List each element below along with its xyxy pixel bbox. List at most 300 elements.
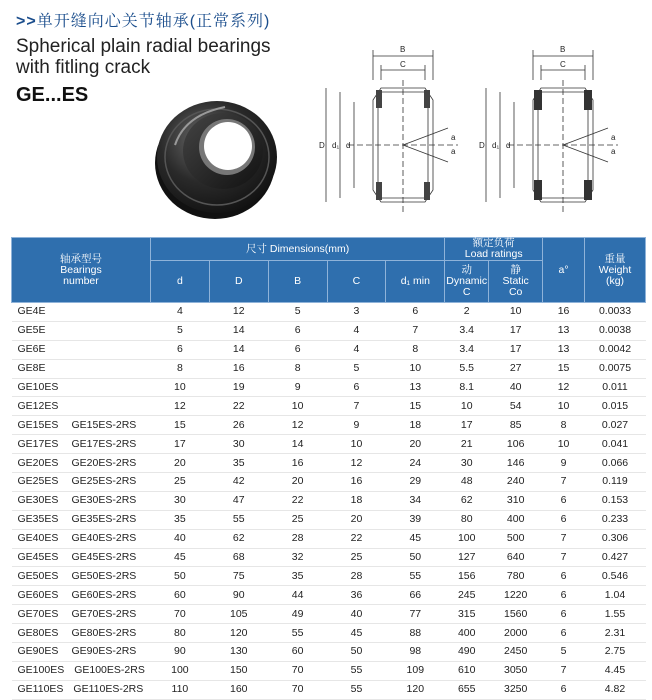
cell-d1: 55 (409, 569, 422, 582)
cell-c: 3.4 (459, 324, 475, 337)
cell-a: 7 (560, 475, 567, 488)
cell-model (12, 435, 151, 454)
cell-co: 2450 (503, 645, 528, 658)
table-row (12, 359, 646, 378)
header-dimensions: 尺寸 Dimensions(mm) (150, 238, 444, 261)
cell-a: 15 (557, 362, 570, 375)
model-number: GE8E (17, 362, 46, 375)
model-number: GE30ES (17, 494, 59, 507)
cell-co: 40 (509, 381, 522, 393)
cell-c: 610 (457, 664, 476, 677)
cell-b: 70 (291, 683, 304, 696)
cell-b: 8 (294, 362, 301, 375)
table-row (12, 303, 646, 322)
cell-c: 12 (350, 456, 363, 469)
model-number: GE40ES (17, 532, 59, 545)
cell-c: 4 (353, 343, 360, 356)
cell-co: 17 (509, 324, 522, 337)
model-number-2rs: GE70ES-2RS (71, 607, 137, 620)
label-b: B (560, 45, 566, 54)
cell-w: 0.306 (601, 532, 629, 545)
cell-d: 30 (232, 437, 245, 450)
label-d1: d₁ (332, 141, 340, 150)
cell-d1: 18 (409, 418, 422, 431)
cell-a: 10 (557, 437, 570, 450)
label-big-d: D (319, 141, 325, 150)
header-weight: 重量 Weight (kg) (585, 238, 646, 303)
cell-d: 100 (171, 664, 189, 677)
cell-b: 44 (291, 588, 304, 601)
cell-c: 17 (460, 418, 473, 431)
cell-a: 13 (557, 343, 570, 356)
model-number: GE50ES (17, 569, 59, 582)
model-number: GE6E (17, 343, 46, 356)
cell-d: 25 (174, 475, 186, 488)
cross-section-drawing-ges-2rs (478, 40, 628, 220)
table-row (12, 340, 646, 359)
cell-b: 20 (291, 475, 304, 488)
cell-w: 0.0075 (598, 362, 632, 375)
cell-co: 500 (506, 532, 525, 545)
table-row (12, 529, 646, 548)
cell-c: 25 (350, 551, 363, 564)
model-number: GE25ES (17, 475, 59, 488)
label-c: C (400, 60, 406, 69)
cell-model (12, 454, 151, 473)
cell-c: 20 (350, 513, 363, 526)
cell-w: 0.066 (601, 456, 629, 469)
cell-d: 60 (174, 588, 186, 601)
model-number-2rs: GE17ES-2RS (71, 437, 137, 450)
cell-a: 6 (560, 588, 567, 601)
bearing-photo (145, 85, 285, 225)
cell-d1: 7 (412, 324, 419, 337)
cell-c: 100 (457, 532, 476, 545)
label-a-bottom: a (451, 147, 456, 156)
cell-b: 60 (291, 645, 304, 658)
cell-c: 245 (457, 588, 476, 601)
cell-d1: 6 (412, 305, 419, 318)
cell-b: 9 (294, 381, 301, 393)
header-static: 静 Static Co (489, 261, 543, 303)
cell-w: 4.82 (604, 683, 626, 696)
cell-c: 40 (350, 607, 363, 620)
table-row (12, 567, 646, 586)
table-row (12, 321, 646, 340)
table-body (12, 303, 646, 700)
cell-co: 106 (506, 437, 525, 450)
chinese-title (16, 8, 270, 31)
cell-c: 22 (350, 532, 363, 545)
cell-d1: 34 (409, 494, 422, 507)
cell-d: 10 (174, 381, 186, 393)
cell-d: 19 (232, 381, 245, 393)
cell-c: 21 (460, 437, 473, 450)
cell-c: 55 (350, 664, 363, 677)
cell-a: 6 (560, 626, 567, 639)
english-title-line2: with fitling crack (16, 57, 151, 78)
cell-c: 127 (457, 551, 476, 564)
label-d: d (506, 141, 511, 150)
cell-c: 62 (460, 494, 473, 507)
cell-w: 0.041 (601, 437, 629, 450)
cell-c: 45 (350, 626, 363, 639)
cell-w: 1.55 (604, 607, 626, 620)
model-number: GE80ES (17, 626, 59, 639)
table-row (12, 624, 646, 643)
table-row (12, 661, 646, 680)
table-row (12, 435, 646, 454)
cell-c: 156 (457, 569, 476, 582)
model-number: GE10ES (17, 381, 59, 393)
cell-d1: 8 (412, 343, 419, 356)
cell-co: 640 (506, 551, 525, 564)
model-number: GE4E (17, 305, 46, 318)
cell-d: 70 (174, 607, 186, 620)
cell-c: 655 (457, 683, 476, 696)
cell-w: 0.027 (601, 418, 629, 431)
cell-w: 0.427 (601, 551, 629, 564)
cell-d: 16 (232, 362, 245, 375)
cell-co: 27 (509, 362, 522, 375)
model-number: GE90ES (17, 645, 59, 658)
header-dynamic: 动 Dynamic C (445, 261, 489, 303)
cell-d1: 120 (406, 683, 425, 696)
cell-w: 2.75 (604, 645, 626, 658)
cell-c: 55 (350, 683, 363, 696)
cell-b: 55 (291, 626, 304, 639)
cell-a: 6 (560, 569, 567, 582)
cell-model (12, 491, 151, 510)
cell-c: 5 (353, 362, 360, 375)
table-row (12, 491, 646, 510)
model-number-2rs: GE100ES-2RS (74, 664, 145, 677)
model-number-2rs: GE30ES-2RS (71, 494, 137, 507)
cell-b: 6 (294, 343, 301, 356)
cell-d: 160 (229, 683, 248, 696)
cell-d: 17 (174, 437, 186, 450)
cell-co: 3050 (503, 664, 528, 677)
cell-d: 26 (232, 418, 245, 431)
cell-w: 0.0033 (598, 305, 632, 318)
cell-c: 10 (350, 437, 363, 450)
table-row (12, 605, 646, 624)
cell-w: 0.119 (602, 475, 628, 488)
cell-b: 5 (294, 305, 301, 318)
cell-model (12, 529, 151, 548)
cell-d1: 39 (409, 513, 422, 526)
cell-d: 35 (174, 513, 186, 526)
cell-model (12, 340, 151, 359)
cell-c: 9 (353, 418, 360, 431)
cell-c: 3.4 (459, 343, 475, 356)
cell-b: 35 (291, 569, 304, 582)
cell-co: 1560 (503, 607, 528, 620)
cell-d: 90 (232, 588, 245, 601)
model-number: GE60ES (17, 588, 59, 601)
cell-d: 105 (229, 607, 248, 620)
cell-c: 50 (350, 645, 363, 658)
model-number-2rs: GE110ES-2RS (73, 683, 144, 696)
cell-d: 47 (232, 494, 245, 507)
cell-co: 17 (509, 343, 522, 356)
model-number-2rs: GE45ES-2RS (71, 551, 137, 564)
cell-d1: 50 (409, 551, 422, 564)
english-title (16, 36, 271, 78)
cell-d: 110 (171, 683, 189, 696)
cell-model (12, 321, 151, 340)
cell-c: 6 (353, 381, 360, 393)
header-c: C (327, 261, 386, 303)
cell-w: 1.04 (604, 588, 626, 601)
model-number: GE35ES (17, 513, 59, 526)
model-number-2rs: GE25ES-2RS (71, 475, 137, 488)
cell-b: 49 (291, 607, 304, 620)
cell-a: 5 (560, 645, 567, 658)
cell-b: 32 (291, 551, 304, 564)
cell-model (12, 359, 151, 378)
cell-d1: 77 (409, 607, 422, 620)
cell-model (12, 473, 151, 492)
cell-w: 0.233 (601, 513, 629, 526)
cell-c: 315 (457, 607, 476, 620)
cell-model (12, 548, 151, 567)
model-number-2rs: GE50ES-2RS (71, 569, 137, 582)
chinese-title-text: 单开缝向心关节轴承(正常系列) (36, 13, 271, 30)
cell-b: 10 (291, 399, 304, 412)
cell-a: 6 (560, 494, 567, 507)
cell-b: 14 (291, 437, 304, 450)
table-row (12, 510, 646, 529)
header-b: B (268, 261, 327, 303)
cell-b: 25 (291, 513, 304, 526)
cell-a: 16 (557, 305, 570, 318)
cell-a: 10 (557, 399, 570, 412)
cell-d: 8 (176, 362, 183, 375)
header-model: 轴承型号 Bearings number (12, 238, 151, 303)
cell-d1: 66 (409, 588, 422, 601)
cell-b: 70 (291, 664, 304, 677)
label-b: B (400, 45, 406, 54)
label-d1: d₁ (492, 141, 500, 150)
cell-co: 400 (506, 513, 525, 526)
cell-d: 40 (174, 532, 186, 545)
bearing-spec-table (11, 237, 646, 700)
cell-d: 22 (232, 399, 245, 412)
header-big-d: D (209, 261, 268, 303)
cell-w: 4.45 (604, 664, 626, 677)
cell-d: 5 (176, 324, 183, 337)
cell-d: 55 (232, 513, 245, 526)
cell-co: 780 (506, 569, 525, 582)
cell-d1: 98 (409, 645, 422, 658)
cell-c: 3 (353, 305, 360, 318)
label-c: C (560, 60, 566, 69)
cell-co: 310 (506, 494, 525, 507)
cell-d: 42 (232, 475, 245, 488)
cell-co: 3250 (503, 683, 528, 696)
cell-d: 90 (174, 645, 186, 658)
table-row (12, 586, 646, 605)
cell-b: 28 (291, 532, 304, 545)
model-number: GE100ES (17, 664, 65, 677)
cross-section-drawing-ges (318, 40, 468, 220)
cell-co: 240 (506, 475, 525, 488)
cell-d: 120 (229, 626, 248, 639)
cell-a: 7 (560, 532, 567, 545)
cell-co: 2000 (503, 626, 528, 639)
cell-a: 6 (560, 683, 567, 696)
label-big-d: D (479, 141, 485, 150)
model-number-2rs: GE90ES-2RS (71, 645, 137, 658)
model-number-2rs: GE20ES-2RS (71, 456, 137, 469)
header-load-ratings: 额定负荷 Load ratings (445, 238, 543, 261)
model-number: GE45ES (17, 551, 59, 564)
cell-d: 14 (232, 324, 245, 337)
model-number: GE70ES (17, 607, 59, 620)
cell-w: 0.0042 (598, 343, 632, 356)
cell-d: 15 (174, 418, 186, 431)
cell-d: 80 (174, 626, 186, 639)
cell-d1: 20 (409, 437, 422, 450)
cell-d1: 45 (409, 532, 422, 545)
cell-c: 4 (353, 324, 360, 337)
table-row (12, 416, 646, 435)
cell-model (12, 416, 151, 435)
cell-model (12, 605, 151, 624)
cell-d: 4 (176, 305, 183, 318)
series-title: GE...ES (16, 84, 89, 106)
cell-d: 45 (174, 551, 186, 564)
model-number: GE110ES (17, 683, 64, 696)
label-d: d (346, 141, 351, 150)
cell-co: 1220 (503, 588, 528, 601)
model-number: GE15ES (17, 418, 59, 431)
cell-co: 10 (509, 305, 522, 318)
cell-d: 35 (232, 456, 245, 469)
cell-model (12, 397, 151, 416)
cell-model (12, 643, 151, 662)
model-number-2rs: GE35ES-2RS (71, 513, 137, 526)
cell-d: 14 (232, 343, 245, 356)
cell-d: 50 (174, 569, 186, 582)
table-row (12, 378, 646, 397)
cell-d1: 13 (409, 381, 422, 393)
model-number: GE17ES (17, 437, 59, 450)
model-number-2rs: GE40ES-2RS (71, 532, 137, 545)
table-row (12, 643, 646, 662)
cell-co: 54 (509, 399, 522, 412)
cell-c: 28 (350, 569, 363, 582)
table-row (12, 473, 646, 492)
cell-w: 0.015 (601, 399, 629, 412)
cell-model (12, 661, 151, 680)
cell-b: 12 (291, 418, 304, 431)
cell-d1: 29 (409, 475, 422, 488)
cell-c: 2 (463, 305, 470, 318)
cell-a: 9 (560, 456, 567, 469)
cell-a: 6 (560, 513, 567, 526)
cell-a: 13 (557, 324, 570, 337)
model-number-2rs: GE15ES-2RS (71, 418, 137, 431)
cell-d1: 15 (409, 399, 422, 412)
cell-w: 0.546 (601, 569, 629, 582)
cell-a: 7 (560, 551, 567, 564)
cell-c: 400 (457, 626, 476, 639)
model-number: GE5E (17, 324, 46, 337)
english-title-line1: Spherical plain radial bearings (16, 36, 271, 57)
cell-b: 16 (291, 456, 304, 469)
cell-a: 8 (560, 418, 567, 431)
cell-w: 0.0038 (598, 324, 632, 337)
cell-a: 7 (560, 664, 567, 677)
cell-a: 12 (557, 381, 570, 393)
cell-d: 12 (174, 399, 186, 412)
cell-a: 6 (560, 607, 567, 620)
model-number-2rs: GE60ES-2RS (71, 588, 137, 601)
cell-d: 68 (232, 551, 245, 564)
model-number: GE12ES (17, 399, 59, 412)
table-row (12, 397, 646, 416)
arrows-icon: >> (16, 13, 37, 30)
header-d1min: d₁ min (386, 261, 445, 303)
cell-c: 16 (350, 475, 363, 488)
cell-d: 62 (232, 532, 245, 545)
cell-b: 22 (291, 494, 304, 507)
cell-model (12, 510, 151, 529)
cell-model (12, 624, 151, 643)
cell-model (12, 567, 151, 586)
cell-d1: 24 (409, 456, 422, 469)
cell-d: 30 (174, 494, 186, 507)
cell-model (12, 586, 151, 605)
cell-d: 75 (232, 569, 245, 582)
cell-d1: 10 (409, 362, 422, 375)
cell-w: 0.153 (601, 494, 629, 507)
header-angle: a° (543, 238, 585, 303)
cell-c: 7 (353, 399, 360, 412)
cell-d: 6 (176, 343, 183, 356)
model-number: GE20ES (17, 456, 59, 469)
model-number-2rs: GE80ES-2RS (71, 626, 137, 639)
cell-d: 150 (229, 664, 248, 677)
cell-c: 36 (350, 588, 363, 601)
cell-d: 12 (232, 305, 245, 318)
cell-c: 490 (457, 645, 476, 658)
cell-c: 30 (460, 456, 473, 469)
label-a-top: a (611, 133, 616, 142)
cell-d: 130 (229, 645, 248, 658)
label-a-top: a (451, 133, 456, 142)
cell-w: 0.011 (602, 381, 628, 393)
cell-c: 10 (460, 399, 473, 412)
cell-model (12, 378, 151, 397)
cell-co: 85 (509, 418, 522, 431)
cell-w: 2.31 (604, 626, 626, 639)
cell-co: 146 (506, 456, 525, 469)
label-a-bottom: a (611, 147, 616, 156)
cell-c: 18 (350, 494, 363, 507)
cell-c: 48 (460, 475, 473, 488)
cell-d1: 88 (409, 626, 422, 639)
cell-model (12, 303, 151, 322)
cell-d1: 109 (406, 664, 425, 677)
cell-c: 80 (460, 513, 473, 526)
header-d: d (150, 261, 209, 303)
table-row (12, 454, 646, 473)
cell-b: 6 (294, 324, 301, 337)
cell-c: 8.1 (459, 381, 475, 393)
